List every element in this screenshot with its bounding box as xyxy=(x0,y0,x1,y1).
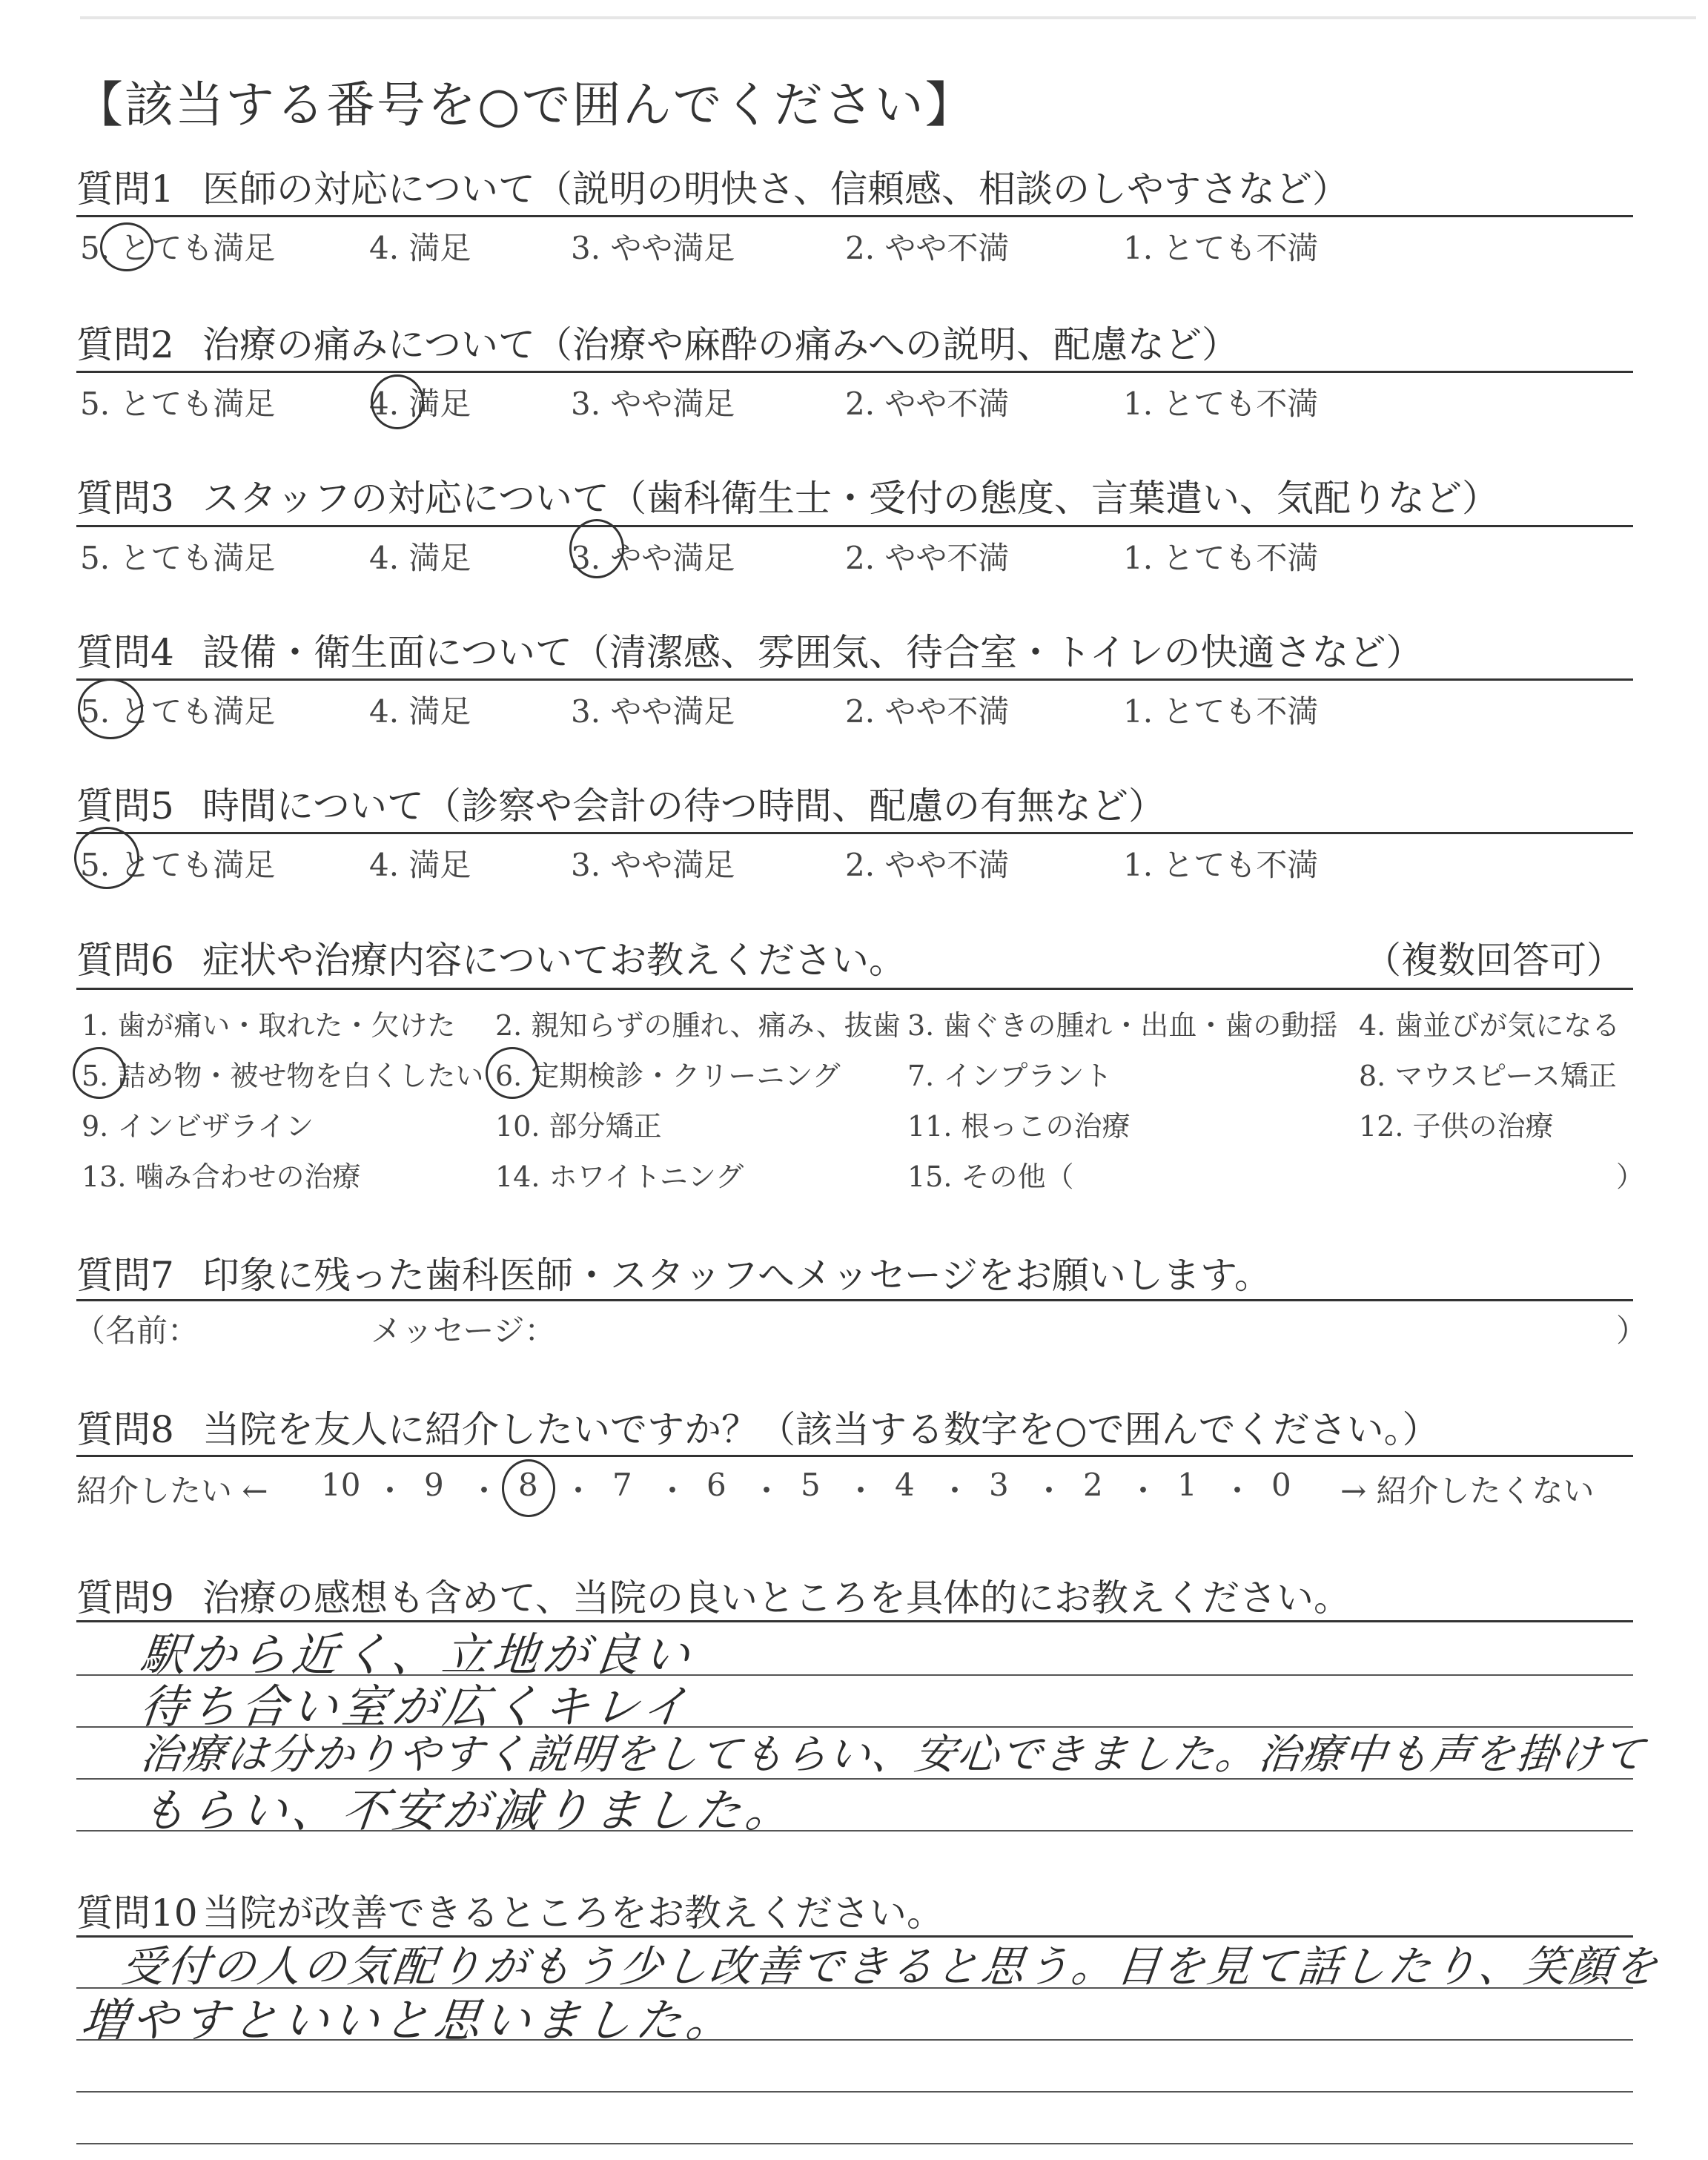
q1-option-1[interactable]: 1. とても不満 xyxy=(1123,230,1319,266)
q3-option-4[interactable]: 4. 満足 xyxy=(369,540,471,576)
recommend-score-0[interactable]: 0 xyxy=(1271,1467,1291,1503)
question-text: 症状や治療内容についてお教えください。 xyxy=(202,939,906,982)
q6-other-close: ） xyxy=(1616,1160,1645,1193)
scale-separator-dot: ・ xyxy=(1128,1473,1159,1509)
q5-option-2[interactable]: 2. やや不満 xyxy=(845,847,1010,883)
question-text: 当院を友人に紹介したいですか？（該当する数字を○で囲んでください。） xyxy=(202,1408,1440,1451)
scale-separator-dot: ・ xyxy=(751,1473,783,1509)
q3-option-1[interactable]: 1. とても不満 xyxy=(1123,540,1319,576)
question-number: 質問2 xyxy=(76,323,174,366)
q6-option-1[interactable]: 1. 歯が痛い・取れた・欠けた xyxy=(82,1009,456,1042)
divider xyxy=(76,1455,1633,1457)
recommend-score-10[interactable]: 10 xyxy=(321,1467,361,1503)
q5-option-1[interactable]: 1. とても不満 xyxy=(1123,847,1319,883)
question-text: 印象に残った歯科医師・スタッフへメッセージをお願いします。 xyxy=(202,1254,1271,1297)
recommend-score-8[interactable]: 8 xyxy=(518,1467,538,1503)
q4-option-4[interactable]: 4. 満足 xyxy=(369,693,471,730)
selection-circle xyxy=(73,1047,126,1099)
q1-option-5[interactable]: 5. とても満足 xyxy=(80,230,276,266)
question-10-heading xyxy=(76,1883,1633,1935)
q6-option-10[interactable]: 10. 部分矯正 xyxy=(495,1110,662,1143)
scale-separator-dot: ・ xyxy=(563,1473,595,1509)
question-9-heading xyxy=(76,1568,1633,1620)
q1-option-4[interactable]: 4. 満足 xyxy=(369,230,471,266)
q1-option-3[interactable]: 3. やや満足 xyxy=(571,230,735,266)
question-text: 当院が改善できるところをお教えください。 xyxy=(202,1892,944,1935)
q3-option-5[interactable]: 5. とても満足 xyxy=(80,540,276,576)
q5-option-5[interactable]: 5. とても満足 xyxy=(80,847,276,883)
q2-option-4[interactable]: 4. 満足 xyxy=(369,386,471,422)
handwritten-answer-line: 増やすといいと思いました。 xyxy=(78,1993,740,2047)
q3-option-2[interactable]: 2. やや不満 xyxy=(845,540,1010,576)
divider xyxy=(76,1299,1633,1301)
q6-option-12[interactable]: 12. 子供の治療 xyxy=(1359,1110,1554,1143)
q4-option-1[interactable]: 1. とても不満 xyxy=(1123,693,1319,730)
scale-separator-dot: ・ xyxy=(657,1473,689,1509)
q6-option-11[interactable]: 11. 根っこの治療 xyxy=(907,1110,1131,1143)
question-number: 質問8 xyxy=(76,1408,174,1451)
handwritten-answer-line: 待ち合い室が広くキレイ xyxy=(137,1680,695,1734)
question-text: 治療の感想も含めて、当院の良いところを具体的にお教えください。 xyxy=(202,1576,1351,1619)
q6-option-13[interactable]: 13. 噛み合わせの治療 xyxy=(82,1160,361,1193)
q6-option-14[interactable]: 14. ホワイトニング xyxy=(495,1160,744,1193)
handwritten-answer-line: 駅から近く、立地が良い xyxy=(137,1628,698,1682)
recommend-score-4[interactable]: 4 xyxy=(895,1467,915,1503)
divider xyxy=(76,371,1633,373)
message-close: ） xyxy=(1616,1312,1648,1349)
selection-circle xyxy=(100,222,153,271)
q6-option-5[interactable]: 5. 詰め物・被せ物を白くしたい xyxy=(82,1060,484,1092)
question-number: 質問4 xyxy=(76,631,174,674)
selection-circle xyxy=(569,519,624,578)
q6-option-2[interactable]: 2. 親知らずの腫れ、痛み、抜歯 xyxy=(495,1009,901,1042)
recommend-left-label: 紹介したい ← xyxy=(76,1473,268,1509)
q6-option-4[interactable]: 4. 歯並びが気になる xyxy=(1359,1009,1621,1042)
recommend-score-6[interactable]: 6 xyxy=(706,1467,726,1503)
q6-option-3[interactable]: 3. 歯ぐきの腫れ・出血・歯の動揺 xyxy=(907,1009,1338,1042)
name-label: （名前： xyxy=(74,1312,199,1349)
multiple-answer-note: （複数回答可） xyxy=(1364,939,1623,982)
page-title: 【該当する番号を○で囲んでください】 xyxy=(74,76,976,133)
recommend-score-5[interactable]: 5 xyxy=(801,1467,821,1503)
q1-option-2[interactable]: 2. やや不満 xyxy=(845,230,1010,266)
question-4-heading xyxy=(76,623,1633,675)
q6-option-7[interactable]: 7. インプラント xyxy=(907,1060,1113,1092)
question-number: 質問10 xyxy=(76,1892,198,1935)
q4-option-5[interactable]: 5. とても満足 xyxy=(80,693,276,730)
selection-circle xyxy=(502,1459,555,1517)
question-number: 質問1 xyxy=(76,168,174,211)
answer-line xyxy=(76,2143,1633,2144)
selection-circle xyxy=(371,374,424,429)
q2-option-2[interactable]: 2. やや不満 xyxy=(845,386,1010,422)
question-2-heading xyxy=(76,315,1633,367)
question-8-heading xyxy=(76,1400,1633,1452)
question-7-heading xyxy=(76,1246,1633,1298)
question-text: 治療の痛みについて（治療や麻酔の痛みへの説明、配慮など） xyxy=(202,323,1239,366)
q2-option-1[interactable]: 1. とても不満 xyxy=(1123,386,1319,422)
selection-circle xyxy=(74,827,139,889)
divider xyxy=(76,525,1633,527)
scale-separator-dot: ・ xyxy=(1222,1473,1254,1509)
q4-option-2[interactable]: 2. やや不満 xyxy=(845,693,1010,730)
divider xyxy=(76,215,1633,217)
scale-separator-dot: ・ xyxy=(845,1473,877,1509)
scale-separator-dot: ・ xyxy=(469,1473,500,1509)
question-5-heading xyxy=(76,776,1633,828)
question-text: 医師の対応について（説明の明快さ、信頼感、相談のしやすさなど） xyxy=(202,168,1349,211)
divider xyxy=(76,988,1633,990)
question-number: 質問9 xyxy=(76,1576,174,1619)
recommend-right-label: → 紹介したくない xyxy=(1340,1473,1595,1509)
handwritten-answer-line: 受付の人の気配りがもう少し改善できると思う。目を見て話したり、笑顔を xyxy=(119,1941,1663,1992)
scale-separator-dot: ・ xyxy=(939,1473,971,1509)
answer-line xyxy=(76,2091,1633,2093)
q2-option-5[interactable]: 5. とても満足 xyxy=(80,386,276,422)
question-text: 時間について（診察や会計の待つ時間、配慮の有無など） xyxy=(202,785,1165,828)
q6-option-9[interactable]: 9. インビザライン xyxy=(82,1110,314,1143)
recommend-score-2[interactable]: 2 xyxy=(1083,1467,1103,1503)
divider xyxy=(76,832,1633,834)
q6-option-15[interactable]: 15. その他（ xyxy=(907,1160,1074,1193)
question-text: スタッフの対応について（歯科衛生士・受付の態度、言葉遣い、気配りなど） xyxy=(202,477,1499,520)
q2-option-3[interactable]: 3. やや満足 xyxy=(571,386,735,422)
q6-option-6[interactable]: 6. 定期検診・クリーニング xyxy=(495,1060,841,1092)
question-number: 質問5 xyxy=(76,785,174,828)
scale-separator-dot: ・ xyxy=(1033,1473,1065,1509)
q6-option-8[interactable]: 8. マウスピース矯正 xyxy=(1359,1060,1617,1092)
handwritten-answer-line: もらい、不安が減りました。 xyxy=(137,1783,799,1837)
recommend-score-1[interactable]: 1 xyxy=(1177,1467,1197,1503)
selection-circle xyxy=(78,678,143,739)
question-number: 質問3 xyxy=(76,477,174,520)
question-number: 質問7 xyxy=(76,1254,174,1297)
recommend-score-9[interactable]: 9 xyxy=(424,1467,444,1503)
q4-option-3[interactable]: 3. やや満足 xyxy=(571,693,735,730)
handwritten-answer-line: 治療は分かりやすく説明をしてもらい、安心できました。治療中も声を掛けて xyxy=(138,1731,1648,1779)
question-1-heading xyxy=(76,159,1633,211)
question-number: 質問6 xyxy=(76,939,174,982)
scale-separator-dot: ・ xyxy=(374,1473,406,1509)
q5-option-4[interactable]: 4. 満足 xyxy=(369,847,471,883)
recommend-score-3[interactable]: 3 xyxy=(989,1467,1009,1503)
question-text: 設備・衛生面について（清潔感、雰囲気、待合室・トイレの快適さなど） xyxy=(202,631,1423,674)
divider xyxy=(76,678,1633,681)
top-border xyxy=(80,16,1696,19)
recommend-score-7[interactable]: 7 xyxy=(612,1467,632,1503)
q3-option-3[interactable]: 3. やや満足 xyxy=(571,540,735,576)
selection-circle xyxy=(486,1047,539,1099)
question-3-heading xyxy=(76,469,1633,521)
message-label: メッセージ： xyxy=(371,1312,556,1349)
q5-option-3[interactable]: 3. やや満足 xyxy=(571,847,735,883)
